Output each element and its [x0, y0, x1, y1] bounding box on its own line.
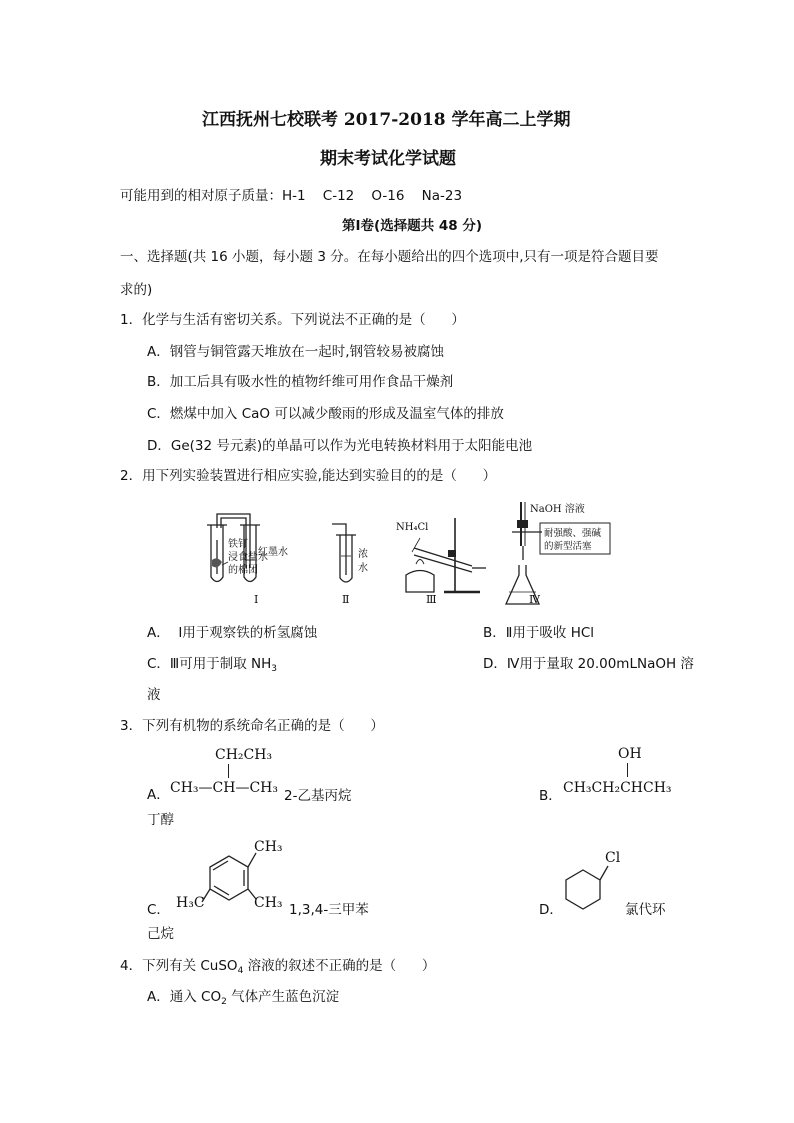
- apparatus-i: [207, 514, 288, 606]
- q2-option-b: B．Ⅱ用于吸收 HCl: [483, 625, 595, 641]
- app1-label-ink: 红墨水: [258, 547, 288, 558]
- app4-roman: Ⅳ: [529, 593, 540, 606]
- app2-label-conc: 浓: [358, 549, 368, 560]
- app3-label: NH₄Cl: [396, 522, 429, 533]
- q3-a-bond: [228, 764, 229, 778]
- q3-b-oh: OH: [618, 746, 642, 762]
- instructions-cont: 求的): [120, 282, 153, 298]
- app4-box-line1: 耐强酸、强碱: [544, 528, 602, 539]
- app1-label-nail: 铁钉: [228, 539, 248, 550]
- q4-option-a: A．通入 $CO_2$ 气体产生蓝色沉淀: [147, 989, 340, 1007]
- app4-label: NaOH 溶液: [530, 504, 585, 515]
- app1-label-salt: 浸食盐水: [228, 552, 268, 563]
- app2-roman: Ⅱ: [342, 593, 350, 606]
- atomic-masses: 可能用到的相对原子质量：H-1 C-12 O-16 Na-23: [120, 188, 463, 204]
- exam-title: 江西抚州七校联考 2017-2018 学年高二上学期: [202, 110, 571, 130]
- q3-b-name: 丁醇: [147, 812, 174, 828]
- q3-c-name: 1,3,4-三甲苯: [289, 902, 369, 918]
- q1-option-b: B．加工后具有吸水性的植物纤维可用作食品干燥剂: [147, 374, 454, 390]
- q3-b-bond: [627, 763, 628, 777]
- q2-option-d: D．Ⅳ用于量取 20.00mLNaOH 溶: [483, 656, 694, 672]
- q1-stem: 1．化学与生活有密切关系。下列说法不正确的是（ ）: [120, 312, 465, 328]
- q3-c-d-name-cont: 己烷: [147, 926, 174, 942]
- q1-option-c: C．燃煤中加入 CaO 可以减少酸雨的形成及温室气体的排放: [147, 406, 504, 422]
- app3-roman: Ⅲ: [426, 593, 437, 606]
- q3-d-cl: Cl: [605, 850, 621, 866]
- q3-b-letter: B．: [539, 788, 562, 804]
- q3-c-ch3-top: CH₃: [254, 839, 283, 855]
- q3-a-name: 2-乙基丙烷: [284, 788, 352, 804]
- apparatus-iv: [506, 502, 610, 606]
- section-heading: 第Ⅰ卷(选择题共 48 分): [342, 218, 483, 234]
- q3-b-chain: CH₃CH₂CHCH₃: [563, 780, 672, 796]
- q2-option-a: A． Ⅰ用于观察铁的析氢腐蚀: [147, 625, 318, 641]
- q3-a-main-chain: CH₃—CH—CH₃: [170, 780, 278, 796]
- q3-a-letter: A．: [147, 787, 170, 803]
- q2-option-c: C．Ⅲ可用于制取 $NH_3$: [147, 656, 278, 674]
- q3-c-h3c: H₃C: [176, 895, 205, 911]
- q2-option-d-cont: 液: [147, 687, 161, 703]
- apparatus-iii: [396, 518, 486, 606]
- app1-label-cotton: 的棉团: [228, 565, 258, 576]
- q1-option-a: A．钢管与铜管露天堆放在一起时,钢管较易被腐蚀: [147, 344, 445, 360]
- q2-stem: 2．用下列实验装置进行相应实验,能达到实验目的的是（ ）: [120, 468, 497, 484]
- q1-option-d: D．Ge(32 号元素)的单晶可以作为光电转换材料用于太阳能电池: [147, 438, 533, 454]
- q3-d-name: 氯代环: [625, 902, 666, 918]
- q3-stem: 3．下列有机物的系统命名正确的是（ ）: [120, 718, 384, 734]
- q3-d-letter: D．: [539, 902, 563, 918]
- app4-box-line2: 的新型活塞: [544, 541, 592, 552]
- q3-c-letter: C．: [147, 902, 170, 918]
- app2-label-water: 水: [358, 563, 368, 574]
- app1-roman: Ⅰ: [254, 593, 259, 606]
- q4-stem: 4．下列有关 CuSO$_4$ 溶液的叙述不正确的是（ ）: [120, 958, 436, 976]
- exam-subtitle: 期末考试化学试题: [320, 149, 456, 169]
- instructions: 一、选择题(共 16 小题，每小题 3 分。在每小题给出的四个选项中,只有一项是符合题目要: [120, 249, 659, 265]
- q3-c-ch3-right: CH₃: [254, 895, 283, 911]
- apparatus-ii: [332, 524, 368, 606]
- q3-a-top-group: CH₂CH₃: [215, 747, 273, 763]
